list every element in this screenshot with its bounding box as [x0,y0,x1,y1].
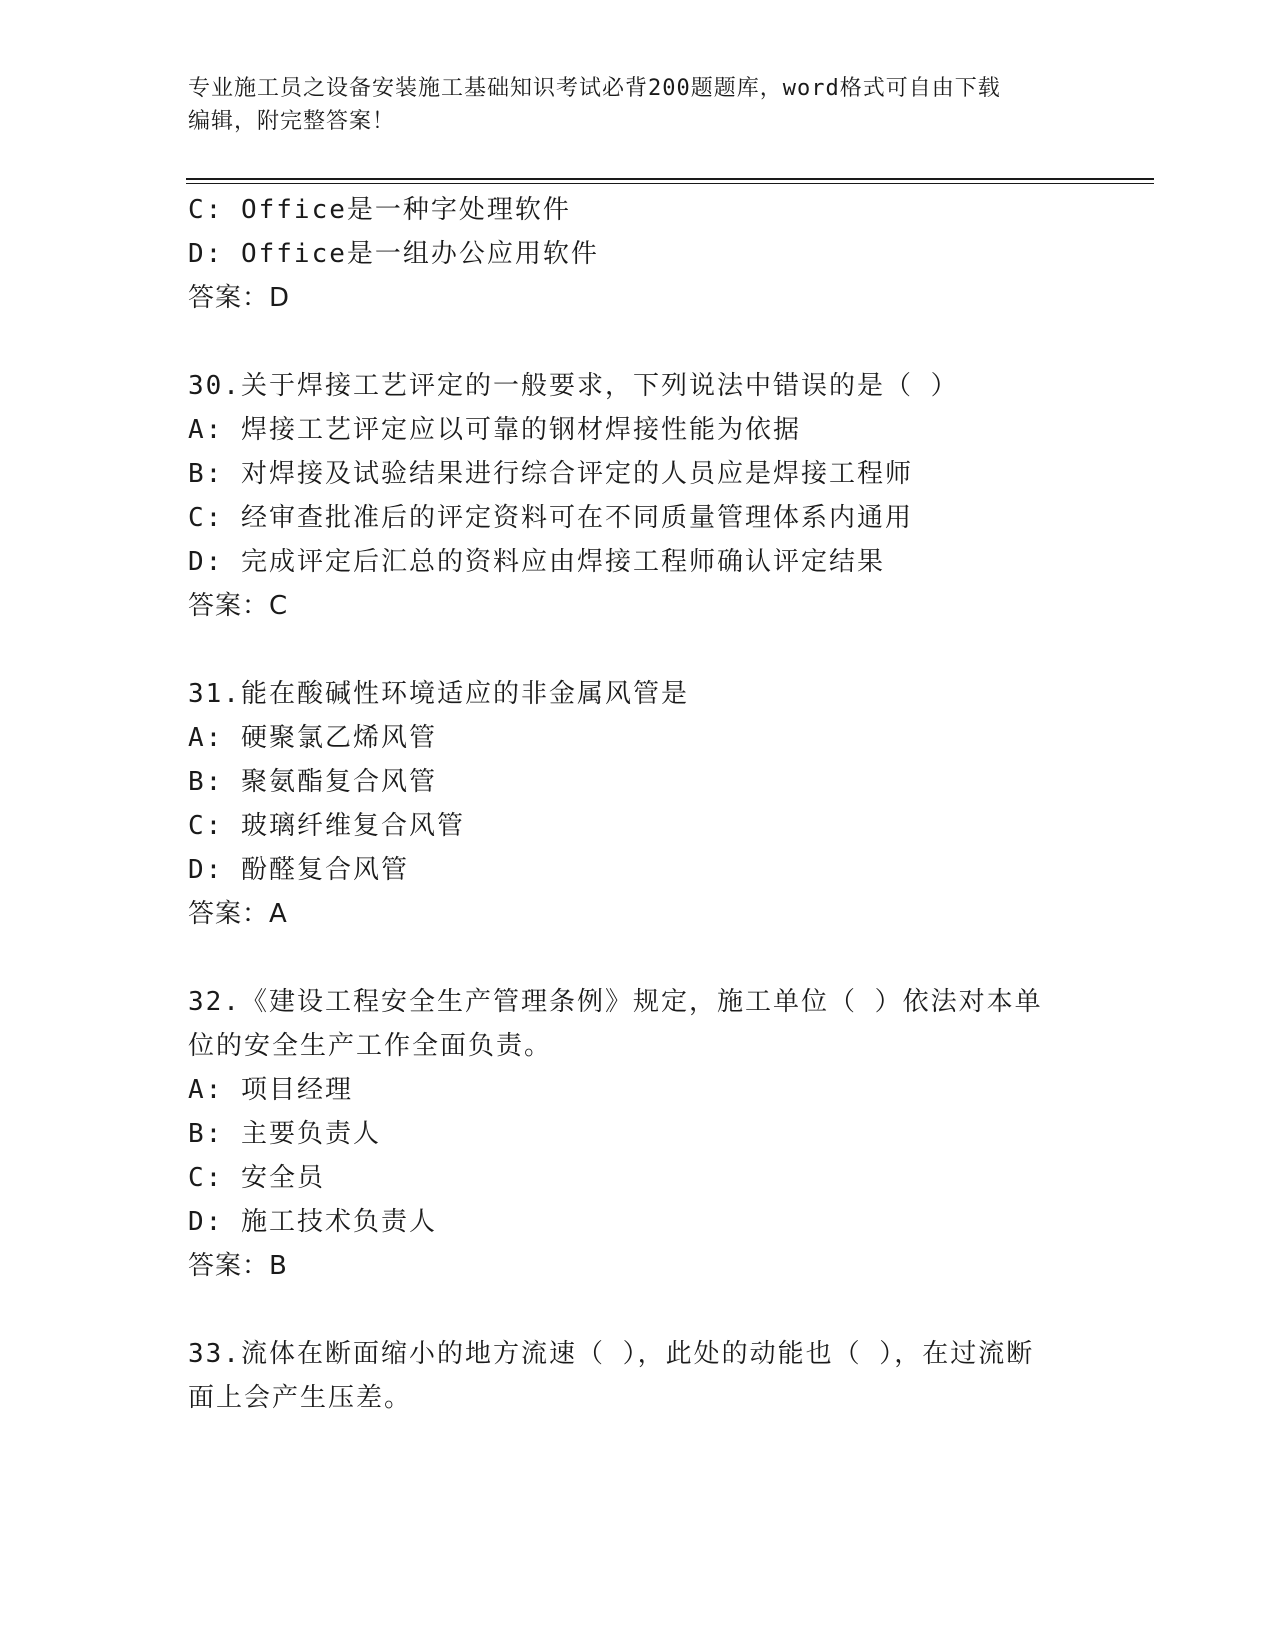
q32-stem-line-1: 32.《建设工程安全生产管理条例》规定，施工单位（ ）依法对本单 [188,987,1043,1017]
q32-option-b: B: 主要负责人 [188,1119,381,1149]
q32-stem-line-2: 位的安全生产工作全面负责。 [188,1031,553,1061]
q31-option-b: B: 聚氨酯复合风管 [188,767,437,797]
q30-answer: 答案：C [188,591,289,621]
q30-option-a: A: 焊接工艺评定应以可靠的钢材焊接性能为依据 [188,415,801,445]
q31-option-d: D: 酚醛复合风管 [188,855,409,885]
q32-option-d: D: 施工技术负责人 [188,1207,437,1237]
q31-option-a: A: 硬聚氯乙烯风管 [188,723,437,753]
q29-option-d: D: Office是一组办公应用软件 [188,239,599,269]
q30-option-d: D: 完成评定后汇总的资料应由焊接工程师确认评定结果 [188,547,885,577]
q32-option-c: C: 安全员 [188,1163,325,1193]
q32-answer: 答案：B [188,1251,288,1281]
q30-stem: 30.关于焊接工艺评定的一般要求，下列说法中错误的是（ ） [188,371,959,401]
q29-answer: 答案：D [188,283,291,313]
header-rule-thin [186,183,1154,184]
q31-stem: 31.能在酸碱性环境适应的非金属风管是 [188,679,689,709]
q30-option-c: C: 经审查批准后的评定资料可在不同质量管理体系内通用 [188,503,913,533]
q29-option-c: C: Office是一种字处理软件 [188,195,571,225]
header-line-1: 专业施工员之设备安装施工基础知识考试必背200题题库，word格式可自由下载 [188,76,1001,101]
q31-option-c: C: 玻璃纤维复合风管 [188,811,465,841]
document-header [188,72,1088,138]
q33-stem-line-2: 面上会产生压差。 [188,1383,413,1413]
header-line-2: 编辑，附完整答案！ [188,109,396,134]
header-rule-thick [186,178,1154,180]
q32-option-a: A: 项目经理 [188,1075,353,1105]
q31-answer: 答案：A [188,899,288,929]
q33-stem-line-1: 33.流体在断面缩小的地方流速（ ），此处的动能也（ ），在过流断 [188,1339,1035,1369]
q30-option-b: B: 对焊接及试验结果进行综合评定的人员应是焊接工程师 [188,459,913,489]
